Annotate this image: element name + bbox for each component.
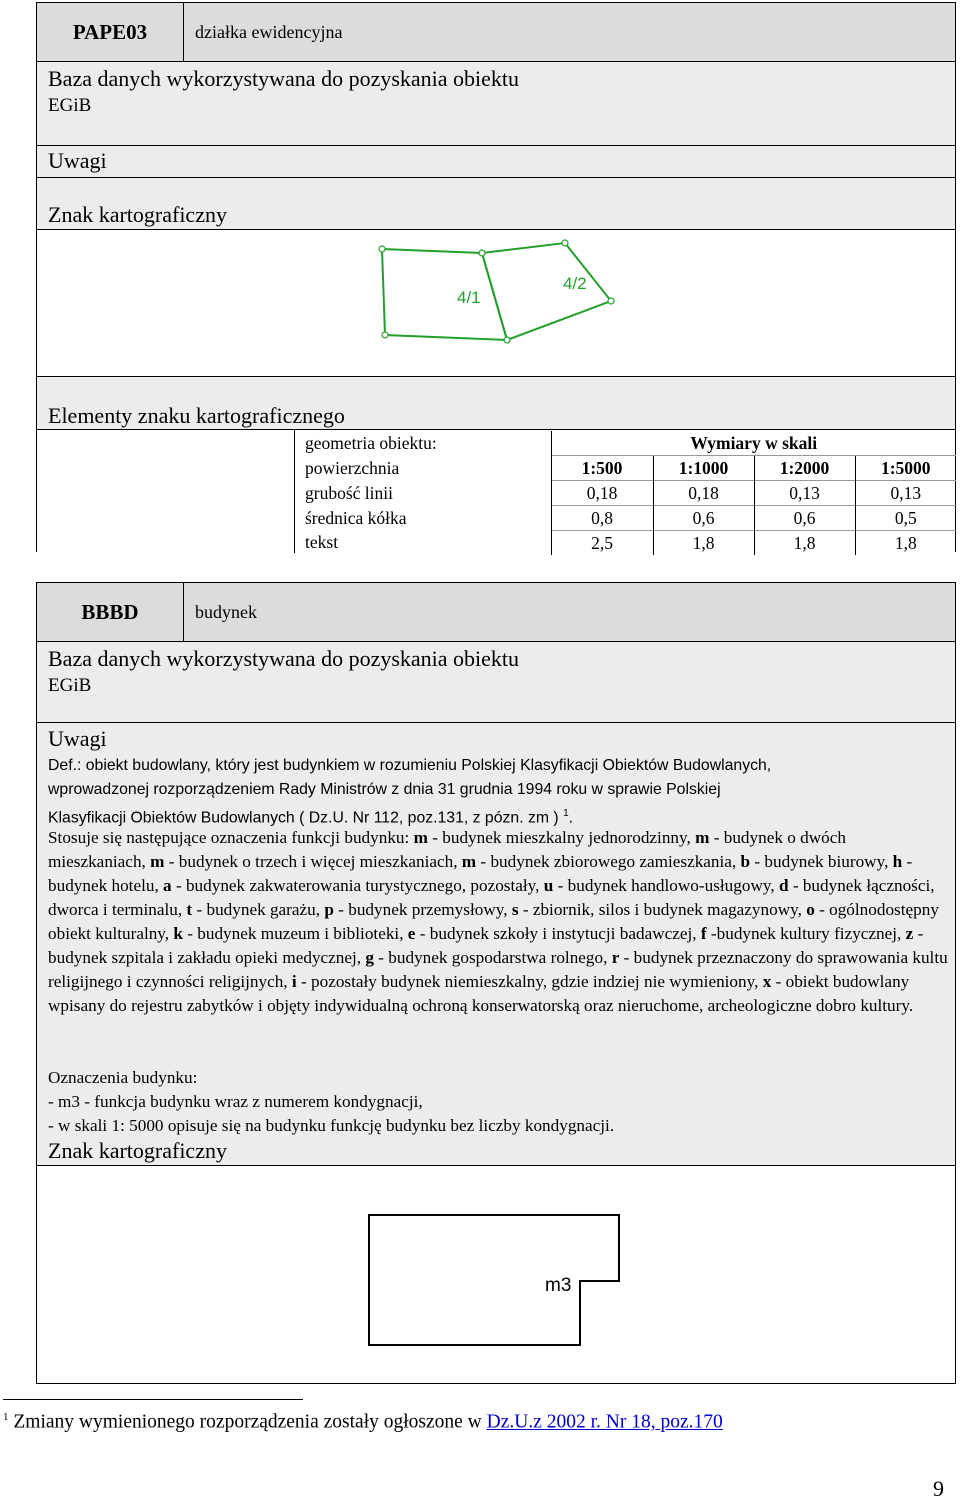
cell: 0,13 — [855, 481, 956, 506]
footnote — [3, 1411, 723, 1434]
function-text: - zbiornik, silos i budynek magazynowy, — [518, 900, 807, 919]
function-code: m — [695, 828, 710, 847]
function-text: -budynek kultury fizycznej, — [706, 924, 906, 943]
row-label: tekst — [305, 532, 339, 553]
geometry-value: powierzchnia — [305, 457, 400, 478]
function-text: - ogólnodostępny obiekt kulturalny, — [48, 900, 939, 943]
cell: 0,6 — [653, 506, 754, 531]
function-text: - budynek hotelu, — [48, 852, 913, 895]
footnote-link[interactable]: Dz.U.z 2002 r. Nr 18, poz.170 — [486, 1411, 723, 1433]
card-header — [37, 583, 955, 642]
cell: 0,6 — [754, 506, 855, 531]
function-text: - budynek szkoły i instytucji badawczej, — [415, 924, 701, 943]
database-section — [37, 642, 955, 723]
function-code: g — [365, 948, 374, 967]
functions-text — [48, 826, 948, 1018]
dimensions-table — [305, 431, 956, 555]
function-text: - obiekt budowlany wpisany do rejestru zabytków i objęty indywidualną ochroną konserwatorską oraz nieruchome, archeologiczne dobro kultury. — [48, 972, 914, 1015]
geometry-label: geometria obiektu: — [305, 432, 437, 453]
page-number: 9 — [933, 1476, 944, 1501]
marks-heading: Oznaczenia budynku: — [48, 1068, 198, 1087]
function-text: - budynek łączności, dworca i terminalu, — [48, 876, 935, 919]
notes-section — [37, 146, 955, 178]
definition-line: wprowadzonej rozporządzeniem Rady Ministrów z dnia 31 grudnia 1994 roku w sprawie Polskiej — [48, 781, 721, 798]
scale-header: 1:2000 — [754, 456, 855, 481]
sign-heading: Znak kartograficzny — [48, 202, 227, 227]
function-text: - budynek zbiorowego zamieszkania, — [476, 852, 741, 871]
function-code: f — [700, 924, 707, 943]
function-code: m — [413, 828, 428, 847]
cell: 1,8 — [754, 531, 855, 556]
parcel-label-2: 4/2 — [563, 274, 587, 293]
function-text: - budynek o dwóch mieszkaniach, — [48, 828, 846, 871]
parcel-label-1: 4/1 — [457, 288, 481, 307]
marks-line: - m3 - funkcja budynku wraz z numerem kondygnacji, — [48, 1092, 423, 1111]
footnote-ref: 1 — [563, 808, 569, 819]
database-heading: Baza danych wykorzystywana do pozyskania obiektu — [48, 646, 520, 671]
function-text: - budynek mieszkalny jednorodzinny, — [427, 828, 696, 847]
sign-heading-section — [37, 178, 955, 230]
sign-heading-section — [37, 1138, 955, 1166]
database-value: EGiB — [48, 675, 92, 696]
function-text: - budynek przemysłowy, — [333, 900, 512, 919]
footnote-rule — [3, 1399, 303, 1400]
scale-header: 1:5000 — [855, 456, 956, 481]
cell: 0,18 — [551, 481, 653, 506]
function-code: o — [806, 900, 815, 919]
function-code: z — [905, 924, 914, 943]
cell: 1,8 — [653, 531, 754, 556]
function-text: - budynek szpitala i zakładu opieki medycznej, — [48, 924, 924, 967]
function-code: h — [892, 852, 903, 871]
function-code: m — [150, 852, 165, 871]
cell: 2,5 — [551, 531, 653, 556]
object-code: BBBD — [37, 583, 184, 641]
elements-heading: Elementy znaku kartograficznego — [48, 403, 345, 428]
function-code: i — [291, 972, 297, 991]
footnote-number: 1 — [3, 1411, 9, 1423]
object-name: budynek — [195, 601, 257, 622]
card-bbbd — [36, 582, 956, 1384]
scale-header: 1:1000 — [653, 456, 754, 481]
table-row — [305, 531, 956, 556]
notes-heading: Uwagi — [48, 726, 107, 751]
definition-line: Klasyfikacji Obiektów Budowlanych ( Dz.U. Nr 112, poz.131, z pózn. zm ) $^1$. — [48, 808, 574, 827]
cell: 0,18 — [653, 481, 754, 506]
building-label: m3 — [545, 1275, 572, 1296]
elements-section — [37, 376, 955, 553]
card-pape03 — [36, 2, 956, 552]
function-code: b — [740, 852, 751, 871]
function-code: a — [163, 876, 172, 895]
notes-section — [37, 723, 955, 1165]
function-code: x — [762, 972, 772, 991]
definition-line: Def.: obiekt budowlany, który jest budynkiem w rozumieniu Polskiej Klasyfikacji Obiektów Budowlanych, — [48, 757, 772, 774]
function-text: - budynek garażu, — [192, 900, 325, 919]
table-row — [305, 481, 956, 506]
database-section — [37, 62, 955, 146]
marks-text — [48, 1066, 948, 1138]
function-code: k — [173, 924, 183, 943]
dims-header: Wymiary w skali — [551, 431, 956, 456]
function-text: - budynek muzeum i biblioteki, — [182, 924, 408, 943]
cell: 0,5 — [855, 506, 956, 531]
function-text: - budynek biurowy, — [750, 852, 893, 871]
function-code: t — [186, 900, 193, 919]
function-text: Stosuje się następujące oznaczenia funkcji budynku: — [48, 828, 414, 847]
table-row — [305, 506, 956, 531]
building-symbol — [365, 1211, 625, 1351]
function-code: p — [324, 900, 334, 919]
object-code: PAPE03 — [37, 3, 184, 61]
notes-heading: Uwagi — [48, 148, 107, 173]
marks-line: - w skali 1: 5000 opisuje się na budynku funkcję budynku bez liczby kondygnacji. — [48, 1116, 615, 1135]
function-code: r — [611, 948, 620, 967]
cell: 0,13 — [754, 481, 855, 506]
footnote-text: Zmiany wymienionego rozporządzenia zostały ogłoszone w — [13, 1411, 487, 1433]
function-text: - budynek zakwaterowania turystycznego, pozostały, — [171, 876, 544, 895]
card-header — [37, 3, 955, 62]
function-code: d — [778, 876, 789, 895]
parcel-symbol — [377, 239, 667, 351]
row-label: średnica kółka — [305, 507, 407, 528]
function-text: - pozostały budynek niemieszkalny, gdzie indziej nie wymieniony, — [296, 972, 763, 991]
database-value: EGiB — [48, 95, 92, 116]
object-name: działka ewidencyjna — [195, 21, 343, 42]
function-text: - budynek handlowo-usługowy, — [553, 876, 779, 895]
database-heading: Baza danych wykorzystywana do pozyskania obiektu — [48, 66, 520, 91]
function-text: - budynek gospodarstwa rolnego, — [373, 948, 612, 967]
function-code: m — [461, 852, 477, 871]
row-label: grubość linii — [305, 482, 393, 503]
function-text: - budynek o trzech i więcej mieszkaniach, — [164, 852, 462, 871]
scale-header: 1:500 — [551, 456, 653, 481]
function-code: s — [511, 900, 519, 919]
definition-text — [48, 754, 948, 830]
function-text: - budynek przeznaczony do sprawowania kultu religijnego i czynności religijnych, — [48, 948, 948, 991]
function-code: e — [407, 924, 416, 943]
function-code: u — [543, 876, 554, 895]
cell: 1,8 — [855, 531, 956, 556]
sign-heading: Znak kartograficzny — [48, 1138, 227, 1163]
cell: 0,8 — [551, 506, 653, 531]
